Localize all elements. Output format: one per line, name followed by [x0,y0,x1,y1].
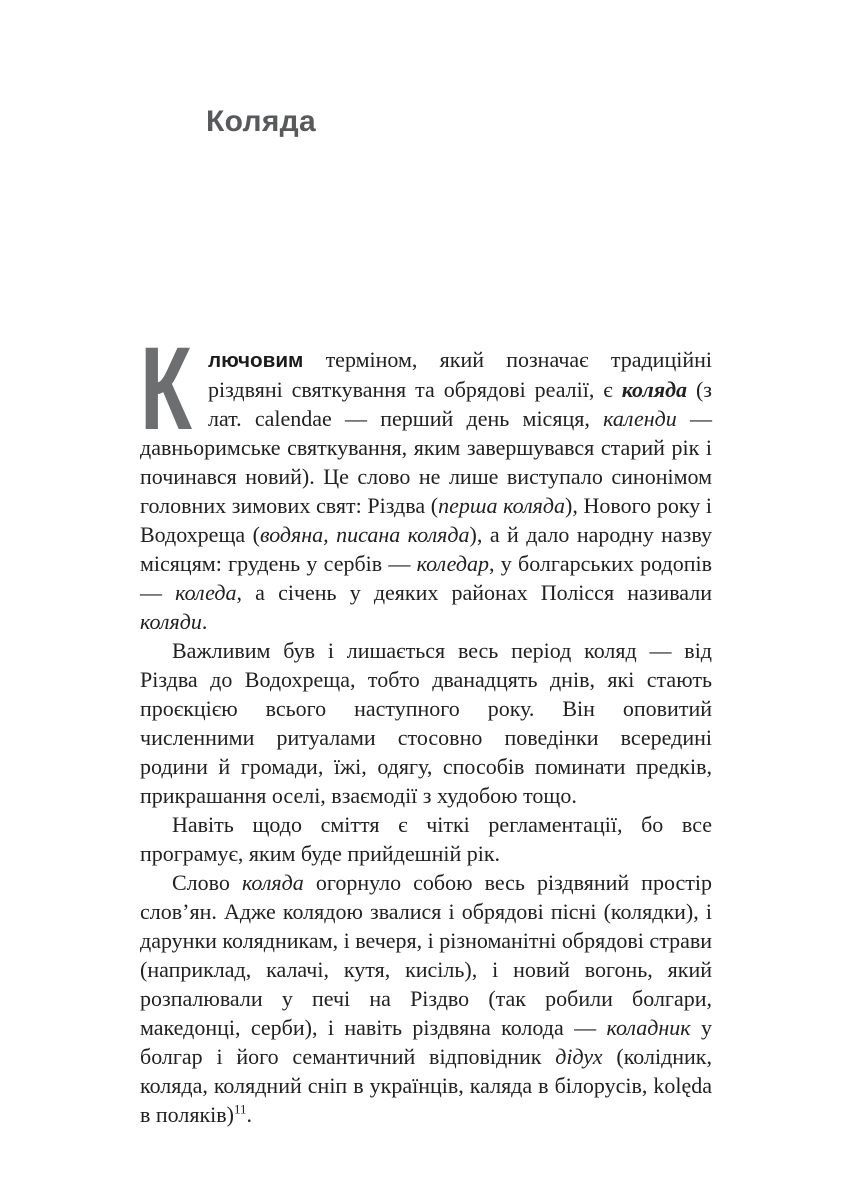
text-run-italic: перша коляда [438,493,566,518]
text-run-italic: коляди [140,609,202,634]
paragraph [140,868,712,1129]
text-run-normal: (колідник, коляда, колядний сніп в українців, каляда в білорусів, kolęda в поляків) [140,1044,712,1127]
text-run-italic: дідух [555,1044,603,1069]
text-run-italic: коледа [175,580,237,605]
text-run-italic: коляда [241,870,304,895]
paragraph [140,636,712,810]
text-run-normal: — давньоримське святкування, яким завершувався старий рік і починався новий). Це слово не лише виступало синонімом головних зимових свят: Різдва ( [140,406,713,518]
paragraph [140,810,712,868]
chapter-title: Коляда [206,105,316,138]
text-run-italic: коладник [606,1015,691,1040]
text-run-normal: ), а й дало народну назву місяцям: грудень у сербів — [140,522,713,576]
text-run-italic: водяна, писана коляда [259,522,470,547]
text-run-normal: ), Нового року і Водохреща ( [140,493,712,547]
text-run-italic: коледар [416,551,490,576]
drop-cap [140,323,198,455]
text-run-normal: терміном, який позначає традиційні різдвяні святкування та обрядові реалії, є [208,347,712,402]
text-run-normal: . [246,1102,253,1127]
text-run-bold: лючовим [208,349,304,372]
text-run-bolditalic: коляда [621,377,688,402]
text-run-normal: , у болгарських родопів — [140,551,712,605]
text-run-normal: у болгар і його семантичний відповідник [140,1015,712,1069]
body-text [140,323,713,1129]
text-run-normal: (з лат. calendae — перший день місяця, [208,377,712,431]
drop-cap-letter: К [140,323,192,455]
text-run-normal: , а січень у деяких районах Полісся називали [236,580,713,605]
text-run-normal: . [201,609,208,634]
text-run-normal: Слово [172,870,242,895]
text-run-normal: огорнуло собою весь різдвяний простір слов’ян. Адже колядою звалися і обрядові пісні (колядки), і дарунки колядникам, і вечеря, і різноманітні обрядові страви (наприклад, калачі, кутя, кисіль), і новий вогонь, який розпалювали у печі на Різдво (так робили болгари, македонці, серби), і навіть різдвяна колода — [140,870,712,1040]
text-run-italic: календи [603,406,677,431]
text-run-normal: Навіть щодо сміття є чіткі регламентації, бо все програмує, яким буде прийдешній рік. [140,812,712,866]
footnote-marker: 11 [233,1101,247,1117]
paragraph [140,323,713,636]
text-run-normal: Важливим був і лишається весь період коляд — від Різдва до Водохреща, тобто дванадцять днів, які стають проєкцією всього наступного року. Він оповитий численними ритуалами стосовно поведінки всередині родини й громади, їжі, одягу, способів поминати предків, прикрашання оселі, взаємодії з худобою тощо. [140,638,712,808]
